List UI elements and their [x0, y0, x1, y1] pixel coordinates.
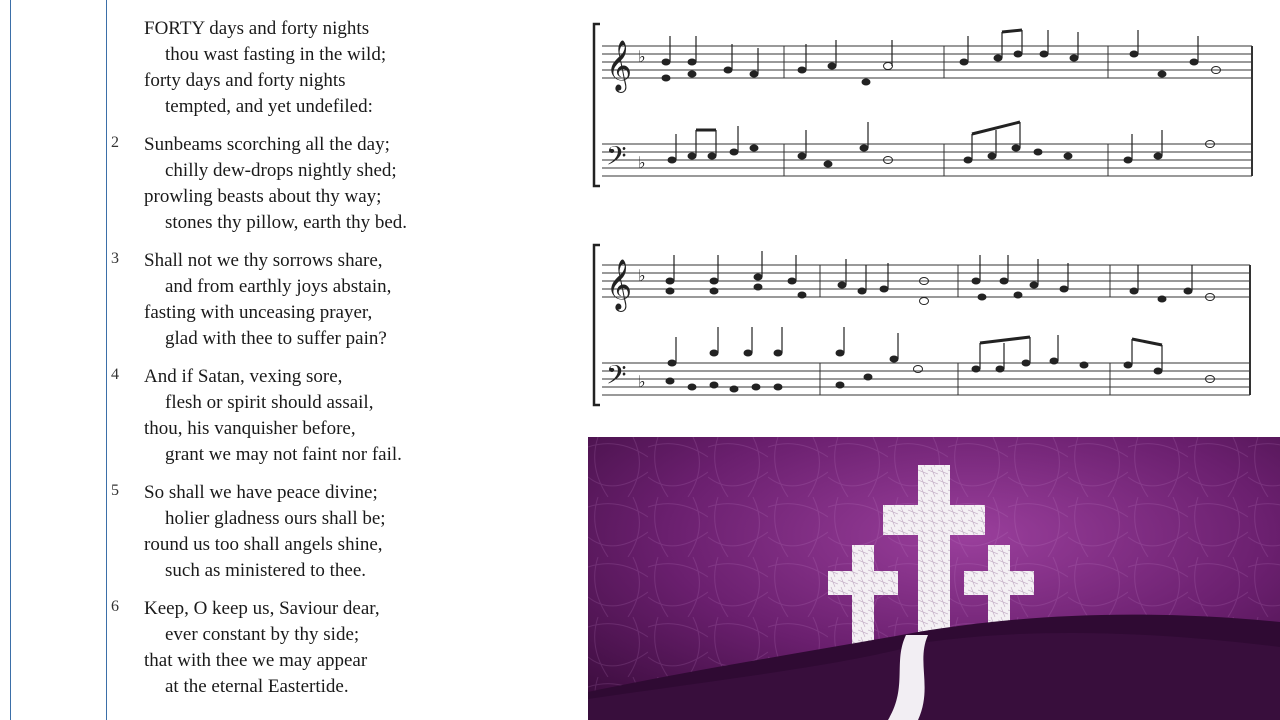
three-crosses-illustration	[588, 437, 1280, 720]
verse-line: chilly dew-drops nightly shed;	[165, 160, 397, 181]
verse-number: 5	[111, 482, 119, 499]
verse-line: holier gladness ours shall be;	[165, 508, 386, 529]
verse-number: 4	[111, 366, 119, 383]
svg-text:♭: ♭	[638, 372, 646, 391]
verse-2	[108, 132, 548, 236]
verse-line: flesh or spirit should assail,	[165, 392, 374, 413]
hymn-text	[108, 16, 548, 712]
verse-line: glad with thee to suffer pain?	[165, 328, 387, 349]
verse-line: ever constant by thy side;	[165, 624, 360, 645]
verse-line: Sunbeams scorching all the day;	[144, 134, 390, 155]
svg-text:♭: ♭	[638, 153, 646, 172]
svg-text:𝄢: 𝄢	[606, 359, 627, 397]
verse-line: such as ministered to thee.	[165, 560, 367, 581]
verse-line: Shall not we thy sorrows share,	[144, 250, 383, 271]
verse-line: grant we may not faint nor fail.	[165, 444, 402, 465]
verse-line: tempted, and yet undefiled:	[165, 96, 373, 117]
verse-line: thou, his vanquisher before,	[144, 418, 356, 439]
verse-line: And if Satan, vexing sore,	[144, 366, 343, 387]
verse-line: that with thee we may appear	[144, 650, 368, 671]
score-svg	[588, 235, 1260, 425]
verse-line: at the eternal Eastertide.	[165, 676, 349, 697]
score-svg	[588, 10, 1260, 210]
verse-line: FORTY days and forty nights	[144, 18, 370, 39]
verse-line: stones thy pillow, earth thy bed.	[165, 212, 408, 233]
verse-6	[108, 596, 548, 700]
verse-number: 6	[111, 598, 119, 615]
music-score-system-1	[588, 10, 1260, 210]
left-margin-rule	[10, 0, 107, 720]
verse-4	[108, 364, 548, 468]
verse-number: 3	[111, 250, 119, 267]
svg-text:𝄞: 𝄞	[606, 259, 633, 310]
verse-number: 2	[111, 134, 119, 151]
verse-line: Keep, O keep us, Saviour dear,	[144, 598, 380, 619]
svg-text:𝄢: 𝄢	[606, 140, 627, 178]
verse-1	[108, 16, 548, 120]
music-score-system-2	[588, 235, 1260, 425]
three-crosses-image	[588, 437, 1280, 720]
verse-3	[108, 248, 548, 352]
verse-line: and from earthly joys abstain,	[165, 276, 392, 297]
svg-text:𝄞: 𝄞	[606, 40, 633, 91]
verse-line: fasting with unceasing prayer,	[144, 302, 373, 323]
verse-5	[108, 480, 548, 584]
verse-line: round us too shall angels shine,	[144, 534, 383, 555]
verse-line: thou wast fasting in the wild;	[165, 44, 387, 65]
verse-line: prowling beasts about thy way;	[144, 186, 382, 207]
verse-line: forty days and forty nights	[144, 70, 346, 91]
svg-text:♭: ♭	[638, 266, 646, 285]
svg-text:♭: ♭	[638, 47, 646, 66]
verse-line: So shall we have peace divine;	[144, 482, 378, 503]
